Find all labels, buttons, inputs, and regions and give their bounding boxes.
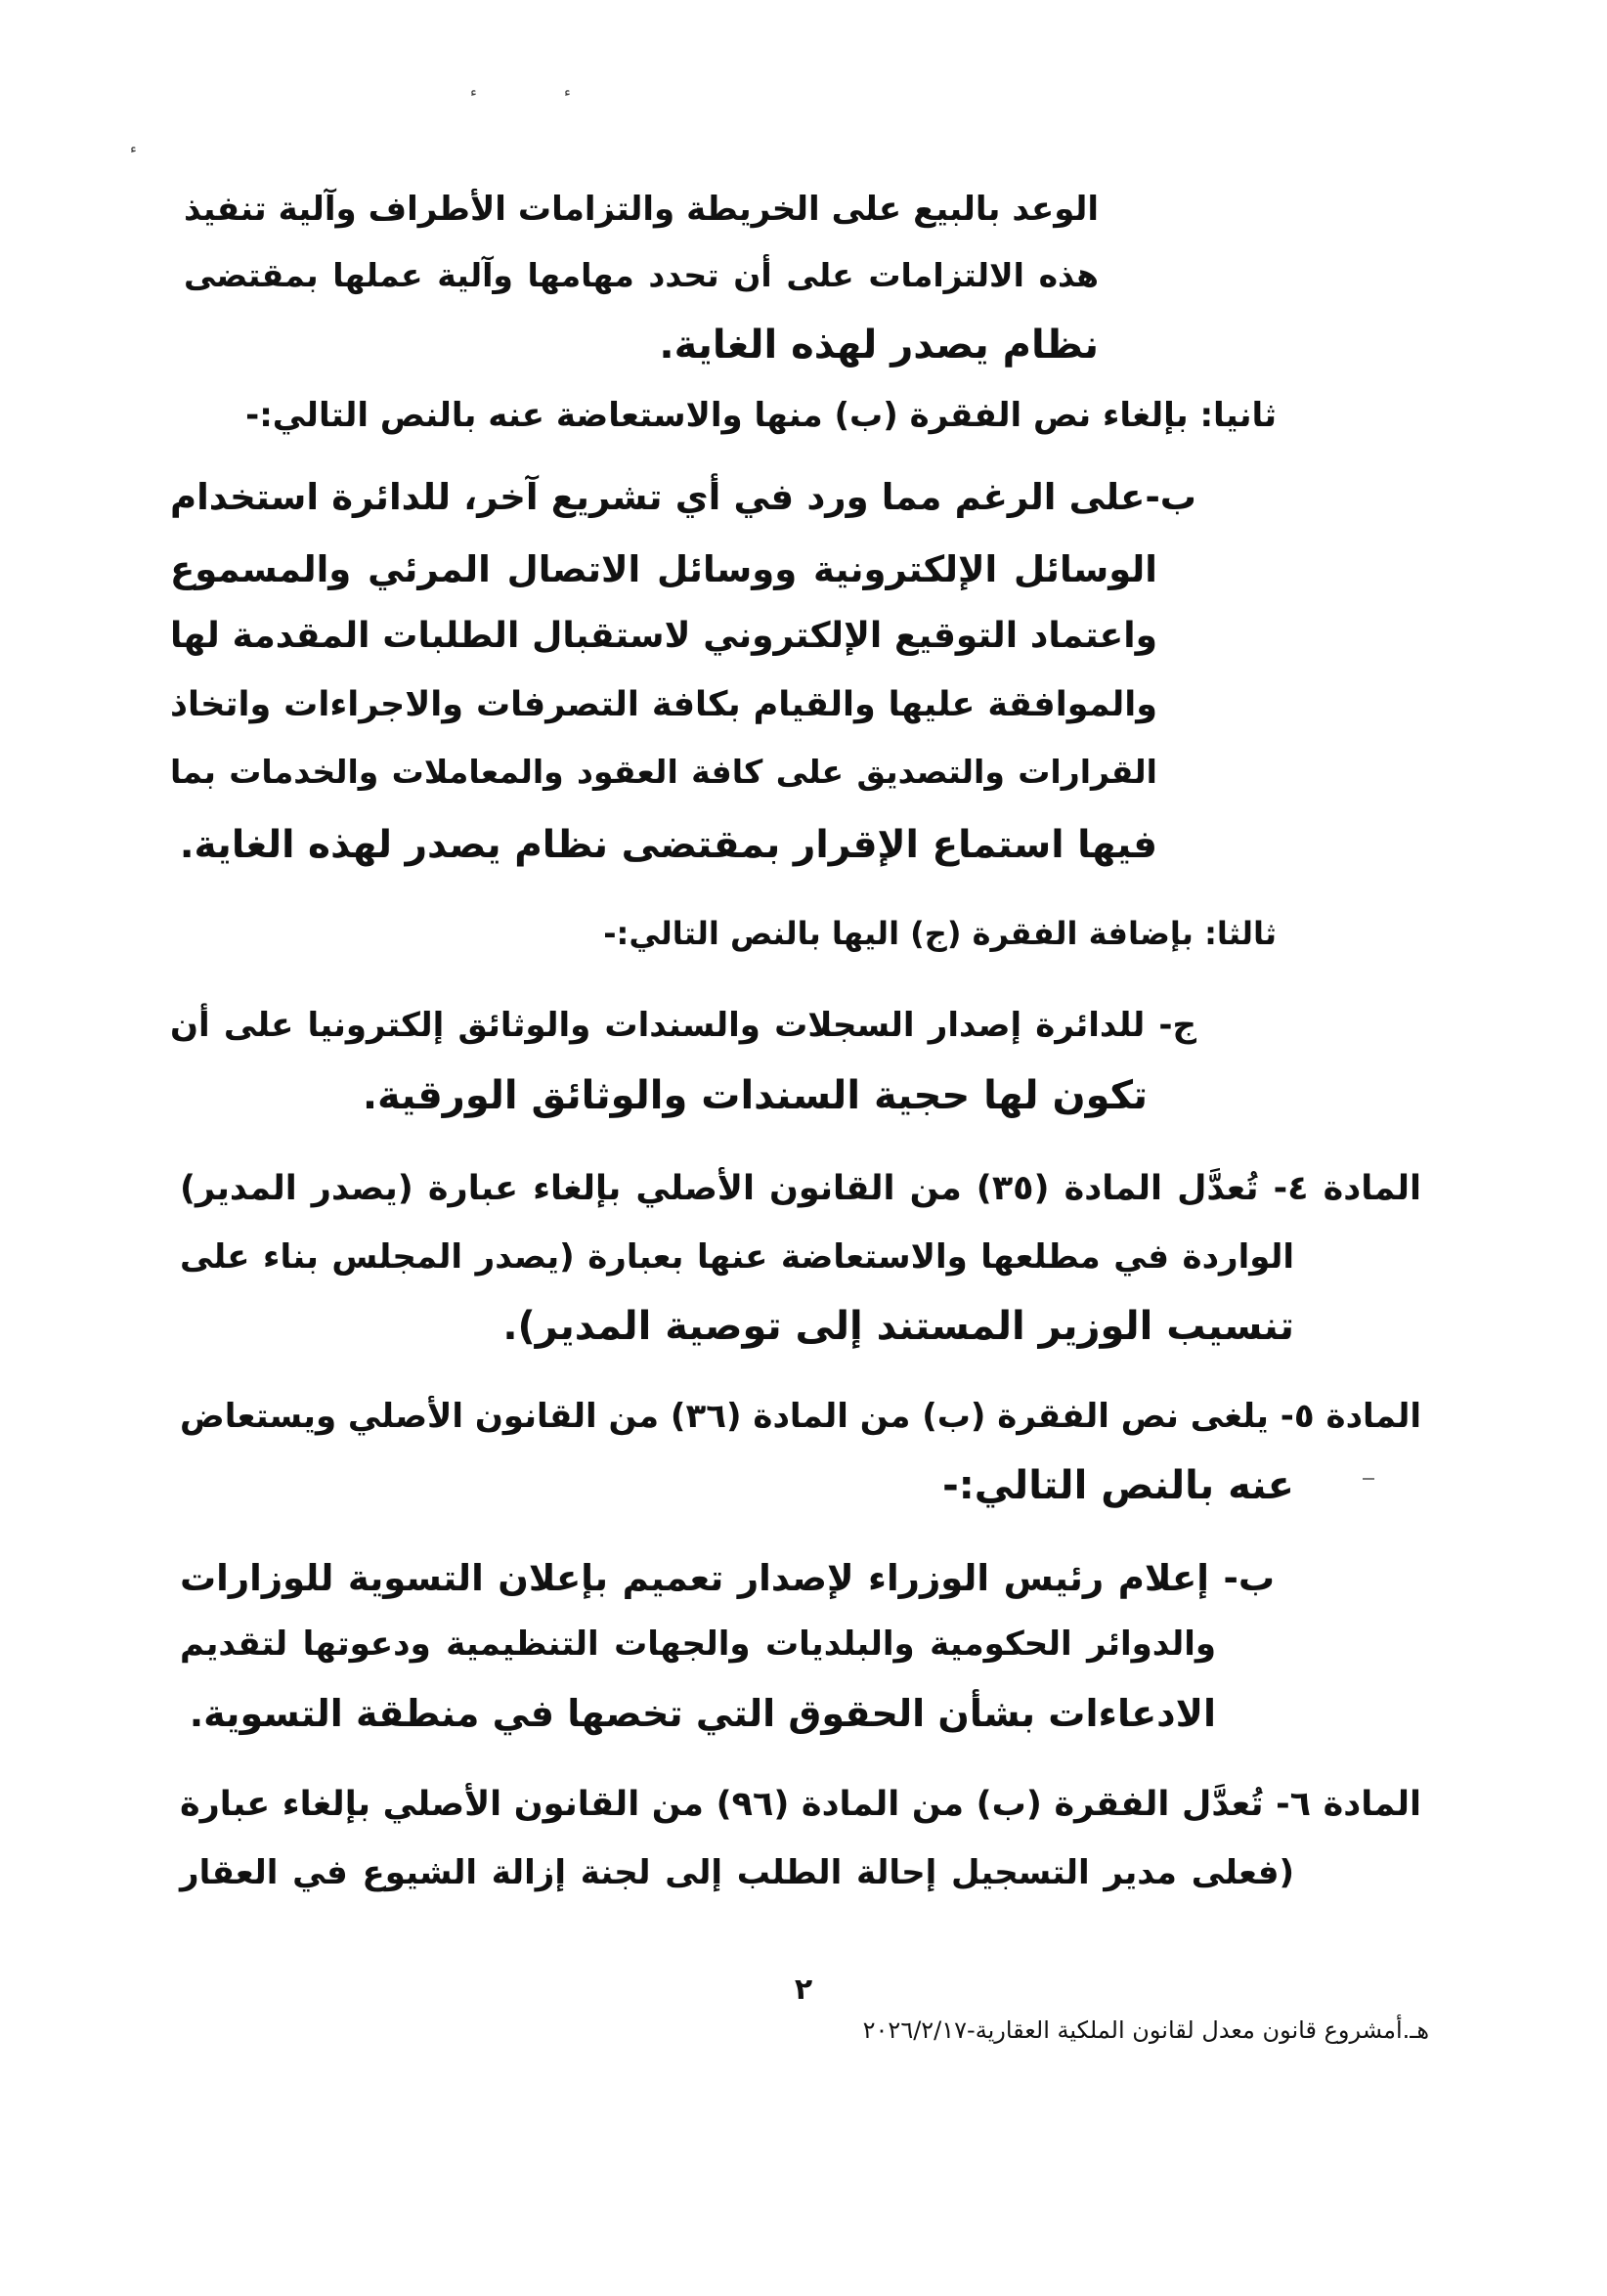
text-line: ب-على الرغم مما ورد في أي تشريع آخر، للدائرة استخدام: [170, 476, 1196, 518]
text-line: نظام يصدر لهذه الغاية.: [659, 323, 1099, 368]
text-line: الوعد بالبيع على الخريطة والتزامات الأطراف وآلية تنفيذ: [184, 190, 1099, 229]
text-line: تكون لها حجية السندات والوثائق الورقية.: [362, 1073, 1148, 1118]
text-line: هذه الالتزامات على أن تحدد مهامها وآلية عملها بمقتضى: [184, 256, 1099, 294]
text-line: المادة ٦- تُعدَّل الفقرة (ب) من المادة (٩٦) من القانون الأصلي بإلغاء عبارة: [180, 1785, 1421, 1824]
page-number: ٢: [794, 1972, 813, 2007]
text-line: عنه بالنص التالي:-: [942, 1463, 1294, 1508]
text-line: تنسيب الوزير المستند إلى توصية المدير).: [502, 1304, 1294, 1349]
text-line: الادعاءات بشأن الحقوق التي تخصها في منطقة التسوية.: [189, 1692, 1216, 1735]
section-heading-second: ثانيا: بإلغاء نص الفقرة (ب) منها والاستعاضة عنه بالنص التالي:-: [245, 396, 1277, 435]
text-line: الوسائل الإلكترونية ووسائل الاتصال المرئي والمسموع: [170, 548, 1157, 590]
text-line: ج- للدائرة إصدار السجلات والسندات والوثائق إلكترونيا على أن: [170, 1006, 1196, 1045]
section-heading-third: ثالثا: بإضافة الفقرة (ج) اليها بالنص التالي:-: [603, 915, 1277, 952]
text-line: المادة ٤- تُعدَّل المادة (٣٥) من القانون الأصلي بإلغاء عبارة (يصدر المدير): [180, 1169, 1421, 1208]
text-line: الواردة في مطلعها والاستعاضة عنها بعبارة (يصدر المجلس بناء على: [180, 1237, 1294, 1277]
scan-dash: [1363, 1478, 1374, 1480]
text-line: القرارات والتصديق على كافة العقود والمعاملات والخدمات بما: [170, 753, 1157, 791]
text-line: والدوائر الحكومية والبلديات والجهات التنظيمية ودعوتها لتقديم: [180, 1625, 1216, 1664]
text-line: فيها استماع الإقرار بمقتضى نظام يصدر لهذه الغاية.: [179, 823, 1157, 867]
text-line: والموافقة عليها والقيام بكافة التصرفات والاجراءات واتخاذ: [170, 685, 1157, 724]
text-line: واعتماد التوقيع الإلكتروني لاستقبال الطلبات المقدمة لها: [170, 616, 1157, 656]
text-line: المادة ٥- يلغى نص الفقرة (ب) من المادة (٣٦) من القانون الأصلي ويستعاض: [180, 1397, 1421, 1436]
text-line: (فعلى مدير التسجيل إحالة الطلب إلى لجنة إزالة الشيوع في العقار: [180, 1853, 1294, 1892]
text-line: ب- إعلام رئيس الوزراء لإصدار تعميم بإعلان التسوية للوزارات: [180, 1557, 1275, 1599]
footer-reference: هـ.أمشروع قانون معدل لقانون الملكية العقارية-٢٠٢٦/٢/١٧: [862, 2016, 1429, 2044]
